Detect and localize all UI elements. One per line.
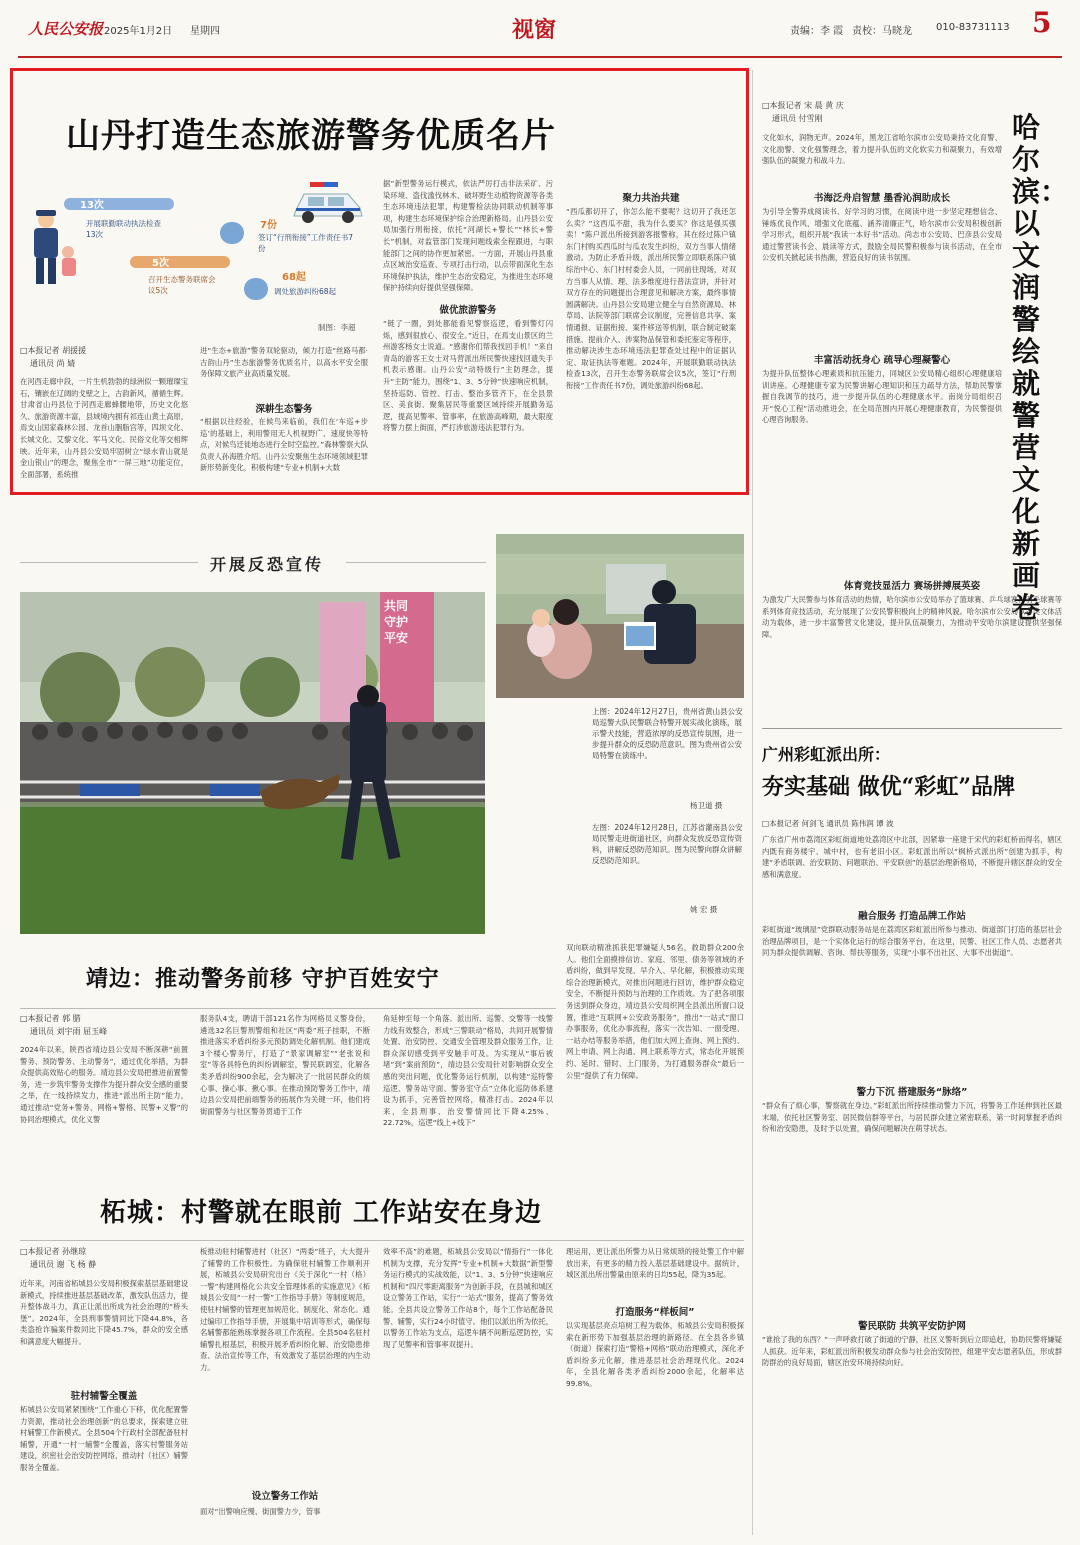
stat-text-4: 调处旅游纠纷68起 <box>274 287 337 296</box>
right-column-divider <box>752 70 753 1535</box>
police-dog-demo-photo <box>20 592 485 934</box>
issue-weekday: 星期四 <box>190 26 220 37</box>
infographic-credit: 制图：李超 <box>318 323 356 332</box>
jingbian-col4-top: 双向联动精准抓获犯罪嫌疑人56名，救助群众200余人。他们全面摸排信访、家庭、邻里、债务等领域的矛盾纠纷，做到早发现、早介入、早化解，积极推动实现综合治理新模式，对推出问题进行回访，维护群众稳定安全，不断提升预防与治理的工作质效。为了把各项服务送到群众身边，靖边县公安局织网全县派出所窗口设置，推进“互联网+公安政务服务”，推出“一站式”窗口办事服务，优化办事流程，落实一次告知、一窗受理、一站办结等服务举措，他们加大网上查询、网上预约、网上申请、网上沟通、网上联系等方式，常态化开展预约、延时、错时、上门服务，为打通服务群众“最后一公里”提供了有力保障。 <box>566 943 744 1080</box>
antiterror-caption-lower-credit: 姚 宏 摄 <box>690 905 718 914</box>
zhecheng-byline-reporter: □本报记者 孙继琼 <box>20 1247 87 1256</box>
shandan-col3b: “链了一圈，到处都能看见警察巡逻，看到警灯闪烁，感到很放心、很安全。”近日，在焉支山景区的兰州游客杨女士说道。“感谢你们帮我找回手机！”来自青岛的游客王女士对马营派出所民警快速找回遗失手机表示感谢。山丹公安“动特级行”主防理念，提升“主防”能力，围绕“1、3、5分钟”快速响应机制，坚持巡防、管控、打击、整治多管齐下，在全县景区、美食街、聚集居民等重要区域持续开展勤务巡逻，提高见警率、管事率，在旅游高峰期，最大限度将警力摆上街面，严打涉旅游违法犯罪行为。 <box>383 319 553 433</box>
harbin-p3: 为激发广大民警参与体育活动的热情，哈尔滨市公安局举办了篮球赛、乒乓球赛、羽毛球赛等系列体育竞技活动，充分展现了公安民警积极向上的精神风貌。哈尔滨市公安局以各类文体活动为载体，进一步丰富警营文化建设，提升队伍凝聚力，为推动平安哈尔滨建设提供坚强保障。 <box>762 595 1062 639</box>
jingbian-col2: 服务队4支，聘请干部121名作为网格员义警身份，遴选32名巨警刑警组和社区“两委”班子挂职，不断推进落实矛盾纠纷多元预防调处化解机制。他们建成3个楼心警务厅，打造了“景家调解室”“老张说和室”等各具特色的纠纷调解室，警民联调室，化解各类矛盾纠纷900余起，会为解决了一批居民群众的烦心事、操心事、揪心事。在推动预防警务工作中，靖边县公安局把前端警务的拓展作为关键一环，他们将街面警务与社区警务贯通于工作 <box>200 1014 370 1116</box>
zhecheng-sub2: 设立警务工作站 <box>251 1491 319 1502</box>
police-car-icon <box>290 180 366 224</box>
jingbian-rule <box>20 1008 556 1009</box>
stat-pill-2 <box>130 256 230 268</box>
guangzhou-byline: □本报记者 何剑飞 通讯员 陈伟润 谭 波 <box>762 819 894 828</box>
editor-credit: 责编：李 霞 <box>790 26 844 37</box>
guangzhou-sub3: 警民联防 共筑平安防护网 <box>858 1321 966 1332</box>
guangzhou-sub1: 融合服务 打造品牌工作站 <box>858 911 966 922</box>
harbin-p1: 为引导全警养成阅读书、好学习的习惯，在阅读中进一步坚定理想信念、锤炼优良作风、增强文化底蕴、涵养清廉正气，哈尔滨市公安局积极创新学习形式，组织开展“我读一本好书”活动。尚志市公安局、巴彦县公安局通过警营读书会、晨读等方式，鼓励全局民警积极参与读书活动，在全市公安机关掀起读书热潮，营造良好的读书氛围。 <box>762 207 1002 263</box>
phone-number: 010-83731113 <box>936 22 1010 33</box>
guangzhou-p1: 彩虹街道“玻璃屋”党群联动服务站是在荔湾区彩虹派出所参与推动、街道部门打造的基层社会治理品牌项目，是一个实体化运行的综合服务平台，在这里，民警、社区工作人员、志愿者共同为群众提供调解、咨询、帮扶等服务，实现“小事不出社区、大事不出街道”。 <box>762 925 1062 958</box>
harbin-byline-reporter: □本报记者 宋 晨 黄 庆 <box>762 101 844 110</box>
jingbian-byline-reporter: □本报记者 郭 腊 <box>20 1014 81 1023</box>
guangzhou-sub2: 警力下沉 搭建服务“脉络” <box>856 1087 968 1098</box>
shandan-byline-reporter: □本报记者 胡援援 <box>20 346 87 355</box>
masthead-rule <box>18 56 1062 58</box>
harbin-title: 哈尔滨：以文润警 绘就警营文化新画卷 <box>1012 111 1069 624</box>
jingbian-byline-correspondent: 通讯员 刘宇雨 屈玉峰 <box>30 1027 108 1036</box>
antiterror-caption-upper: 上图：2024年12月27日，贵州省黄山县公安局巡警大队民警联合特警开展实战化演练，展示警犬技能，营造浓厚的反恐宣传氛围，进一步提升群众的反恐防范意识。图为贵州省公安局特警在演练中。 <box>592 707 743 760</box>
shandan-infographic <box>20 168 372 320</box>
harbin-intro: 文化如水，润物无声。2024年，黑龙江省哈尔滨市公安局秉持文化育警、文化励警、文化强警理念，着力提升队伍的文化软实力和凝聚力，有效增强队伍的凝聚力和战斗力。 <box>762 133 1002 166</box>
jingbian-col1: 2024年以来，陕西省靖边县公安局不断深耕“前置警务、预防警务、主动警务”，通过优化举措，为群众提供高效贴心的服务。靖边县公安局把推进前置警务，进一步筑牢警务支撑作为提升群众安全感的重要之举，在一线持续发力，推进“派出所主防”能力，通过推动“党务+警务、网格+警格、民警+义警”的协同治理模式，优化义警 <box>20 1045 188 1124</box>
stat-value-3: 7份 <box>260 220 277 231</box>
police-figure-icon <box>24 208 84 288</box>
antiterror-rule-right <box>346 562 486 563</box>
jingbian-col3: 角延伸至每一个角落。派出所、巡警、交警等一线警力线有效整合，形成“三警联动”格局，共同开展警情处置、治安防控、交通安全管理及群众服务工作，让群众深切感受到平安触手可及。为实现从“事后被堵”到“案前预防”，靖边县公安局针对影响群众安全感的突出问题，优化警务运行机制，以构建“巡特警巡逻、警务站守面、警务室守点”立体化巡防体系建设为抓手，完善管控网络，精准打击。2024年以来，全县刑事、治安警情同比下降4.25%、22.72%，巡逻“线上+线下” <box>383 1014 553 1128</box>
jingbian-title: 靖边：推动警务前移 守护百姓安宁 <box>86 966 440 992</box>
shandan-col3: 据”新型警务运行模式，依法严厉打击非法采矿、污染环境、盗伐滥伐林木、破坏野生动植物资源等各类生态环境违法犯罪，构建警检法协同联动机制等事项，构建生态环境保护综合治理新格局。山丹县公安局加强行刑衔接，依托“河湖长+警长”“林长+警长”机制，对监管部门发现问题线索全程跟进，与职能部门之间的协作更加紧密。一方面，开展山丹县重点区域治安巡查、专项打击行动，以点带面深化生态环境保护执法，维护生态治安稳定，为推进生态环境保护持续向好提供坚强保障。 <box>383 179 553 293</box>
zhecheng-sub3: 打造服务“样板间” <box>615 1307 695 1318</box>
stat-value-4: 68起 <box>282 272 306 283</box>
issue-date: 2025年1月2日 <box>104 26 173 37</box>
guangzhou-title-big: 夯实基础 做优“彩虹”品牌 <box>762 774 1015 800</box>
guangzhou-intro: 广东省广州市荔湾区彩虹街道地处荔湾区中北部，因紧靠一座建于宋代的彩虹桥而得名，辖区内既有商务楼宇、城中村，也有老旧小区。彩虹派出所以“枫桥式派出所”创建为抓手，构建“矛盾联调、治安联防、问题联治、平安联创”的基层治理新格局，不断提升辖区群众的安全感和满意度。 <box>762 835 1062 879</box>
shandan-sub1: 深耕生态警务 <box>255 404 313 415</box>
shandan-byline-correspondent: 通讯员 尚 婧 <box>30 359 76 368</box>
shandan-col1: 在河西走廊中段，一片生机勃勃的绿洲似一颗璀璨宝石，镶嵌在辽阔的戈壁之上，古韵新风，循循生辉。甘肃省山丹县位于河西走廊蜂腰地带，历史文化悠久、旅游资源丰富，县域境内拥有祁连山黄土高原，焉支山国家森林公园、龙首山胭脂宫等，四坝文化、长城文化、艾黎文化、军马文化、民俗文化等交相辉映。近年来，山丹县公安局牢固树立“绿水青山就是金山银山”的理念，聚焦全市“一屏三地”功能定位，全面部署，系统推 <box>20 377 188 479</box>
zhecheng-col1: 近年来，河南省柘城县公安局积极探索基层基础建设新模式，持续推进基层基础改革，激发队伍活力，提升整体战斗力，真正让派出所成为社会治理的“桥头堡”。2024年，全县刑事警情同比下降44.8%，各类盗抢诈骗案件数同比下降45.7%，群众的安全感和满意度大幅提升。 <box>20 1279 188 1346</box>
document-icon <box>220 222 244 244</box>
page-number: 5 <box>1032 6 1052 39</box>
masthead <box>0 0 1080 62</box>
zhecheng-col2: 板推动驻村辅警进村（社区）“两委”班子，大大提升了辅警的工作积极性。为确保驻村辅警工作顺利开展，柘城县公安局研究出台《关于深化“一村（格）一警”构建网格化公共安全管理体系的实施意见》《柘城县公安局“一村一警”工作指导手册》等制度规范，使驻村辅警的管理更加规范化、制度化、常态化。通过编印工作指导手册，开展集中培训等形式，确保每名辅警都能熟练掌握各项工作流程。全县504名驻村辅警扎根基层，积极开展矛盾纠纷化解、治安隐患排查、法治宣传等工作，有效激发了基层治理的内生动力。 <box>200 1247 370 1372</box>
guangzhou-top-rule <box>762 728 1062 729</box>
shandan-col2a: 进“生态+旅游”警务双轮驱动，倾力打造“丝路马都·古韵山丹”生态旅游警务优质名片，以高水平安全服务保障文旅产业高质量发展。 <box>200 346 368 379</box>
harbin-sub3: 体育竞技显活力 赛场拼搏展英姿 <box>843 581 981 592</box>
zhecheng-col1b: 柘城县公安局紧紧围绕“工作重心下移，优化配置警力资源，推动社会治理创新”的总要求，探索建立驻村辅警工作新模式。全县504个行政村全部配备驻村辅警，开通“一村一辅警”全覆盖，落实村警服务站建设，织密社会治安防控网络，推动村（社区）辅警服务全覆盖。 <box>20 1405 188 1472</box>
harbin-p2: 为提升队伍整体心理素质和抗压能力，同城区公安局精心组织心理健康培训讲座。心理健康专家为民警讲解心理知识和压力疏导方法，帮助民警掌握自我调节的技巧，进一步提升队伍的心理健康水平。南岗分局组织召开“悦心工程”活动推进会，在全局范围内开展心理健康教育，为民警提供心理咨询服务。 <box>762 369 1002 425</box>
zhecheng-col2b: 面对“出警响应慢、街面警力少，管事 <box>200 1507 321 1516</box>
zhecheng-col4: 理运用，更让派出所警力从日常烦琐的接处警工作中解放出来，有更多的精力投入基层基础建设中。据统计，城区派出所出警量由原来的日均55起，降为35起。 <box>566 1247 744 1280</box>
stat-text-3: 签订“行刑衔接”工作责任书7份 <box>258 233 354 253</box>
zhecheng-title: 柘城：村警就在眼前 工作站安在身边 <box>100 1198 543 1228</box>
photo-banner-text: 共同守护平安 <box>384 599 409 645</box>
newspaper-logo: 人民公安报 <box>28 20 104 38</box>
zhecheng-byline-correspondent: 通讯员 谢 飞 杨 静 <box>30 1260 97 1269</box>
stat-value-1: 13次 <box>80 200 104 211</box>
proof-credit: 责校：马晓龙 <box>852 26 912 37</box>
shandan-col4: “西瓜都切开了，你怎么能不要呢？这切开了我还怎么卖？”这西瓜不甜，我为什么要买？你这是强买强卖！”陈户派出所接到游客报警称，其在经过陈户镇东门村购买西瓜时与瓜农发生纠纷，双方当事人情绪激动。为防止矛盾升级，派出所民警立即联系陈户镇综治中心、东门村村委会人员，一同前往现场，对双方当事人从情、理、法多维度进行普法宣讲，并针对双方存在的问题提出合理意见和解决方案，最终事情圆满解决。山丹县公安局建立健全与自然资源局、林草局、法院等部门联席会议制度，完善信息共享、案情通报、证据衔接、案件移送等机制，联合制定破案措施、提前介入、涉案物品保管和委托鉴定等程序，推动解决涉生态环境违法犯罪查处过程中的证据认定、取证执法等难题。2024年，开展联勤联动执法检查13次，召开生态警务联席会议5次，签订“行刑衔接”工作责任书7份，调处旅游纠纷68起。 <box>566 207 736 390</box>
zhecheng-sub1: 驻村辅警全覆盖 <box>70 1391 138 1402</box>
shandan-col2b: “根据以往经验，在候鸟来临前，我们在‘车巡+步巡’的基础上，利用警用无人机视野广、速度快等特点，对候鸟迁徙地态进行全时空监控。”森林警察大队负责人孙海胜介绍。山丹公安聚焦生态环境领域犯罪新形势新变化，积极构建“专业+机制+大数 <box>200 417 368 473</box>
zhecheng-col3: 效率不高”的难题，柘城县公安局以“情指行”一体化机制为支撑，充分发挥“专业+机制+大数据”新型警务运行模式的实战效能，以“1、3、5分钟”快速响应机制和“四尺零距离服务”为创新手段，在县城和城区设立警务工作站，实行“一站式”服务，提高了警务效能。全县共设立警务工作站8个，每个工作站配备民警、辅警，实行24小时值守。他们以派出所为依托，以警务工作站为支点，巡逻车辆不间断巡逻防控，实现了见警率和管事率双提升。 <box>383 1247 553 1349</box>
harbin-byline-correspondent: 通讯员 付雪刚 <box>772 114 823 123</box>
antiterror-rule-left <box>20 562 198 563</box>
shandan-sub2: 做优旅游警务 <box>439 305 497 316</box>
zhecheng-rule <box>20 1240 744 1241</box>
zhecheng-col4b: 以实现基层亮点培树工程为载体，柘城县公安局积极探索在新形势下加强基层治理的新路径。在全县各乡镇（街道）探索打造“警格+网格”联动治理模式，深化矛盾纠纷多元化解，推进基层社会治理现代化。2024年，全县化解各类矛盾纠纷2000余起，化解率达99.8%。 <box>566 1321 744 1388</box>
antiterror-caption-lower: 左图：2024年12月28日，江苏省灌南县公安局民警走进街道社区，向群众发放反恐宣传资料，讲解反恐防范知识。图为民警向群众讲解反恐防范知识。 <box>592 823 743 865</box>
shandan-sub3: 聚力共治共建 <box>622 193 680 204</box>
stat-value-2: 5次 <box>152 258 169 269</box>
stat-text-2: 召开生态警务联席会议5次 <box>148 275 216 295</box>
antiterror-caption-upper-credit: 杨卫道 摄 <box>690 801 723 810</box>
harbin-sub1: 书海泛舟启智慧 墨香沁润助成长 <box>813 193 951 204</box>
guangzhou-p2: “群众有了烦心事，警察就在身边。”彩虹派出所持续推动警力下沉，将警务工作延伸到社区最末端，依托社区警务室、居民微信群等平台，与居民群众建立紧密联系，第一时间掌握矛盾纠纷和治安隐患，及时予以处置，确保问题解决在萌芽状态。 <box>762 1101 1062 1134</box>
antiterror-heading: 开展反恐宣传 <box>210 555 325 574</box>
stat-text-1: 开展联勤联动执法检查13次 <box>86 219 161 239</box>
community-outreach-photo <box>496 534 744 698</box>
guangzhou-p3: “谁抢了我的东西？”一声呼救打破了街道的宁静，社区义警听到后立即追赶，协助民警将嫌疑人抓获。近年来，彩虹派出所积极发动群众参与社会治安防控，组建平安志愿者队伍，形成群防群治的良好局面，辖区治安环境持续向好。 <box>762 1335 1062 1368</box>
harbin-sub2: 丰富活动抚身心 疏导心理凝警心 <box>813 355 951 366</box>
guangzhou-title-small: 广州彩虹派出所： <box>762 745 891 764</box>
shandan-title: 山丹打造生态旅游警务优质名片 <box>66 116 556 156</box>
section-title: 视窗 <box>512 17 557 43</box>
handshake-icon <box>244 278 268 300</box>
